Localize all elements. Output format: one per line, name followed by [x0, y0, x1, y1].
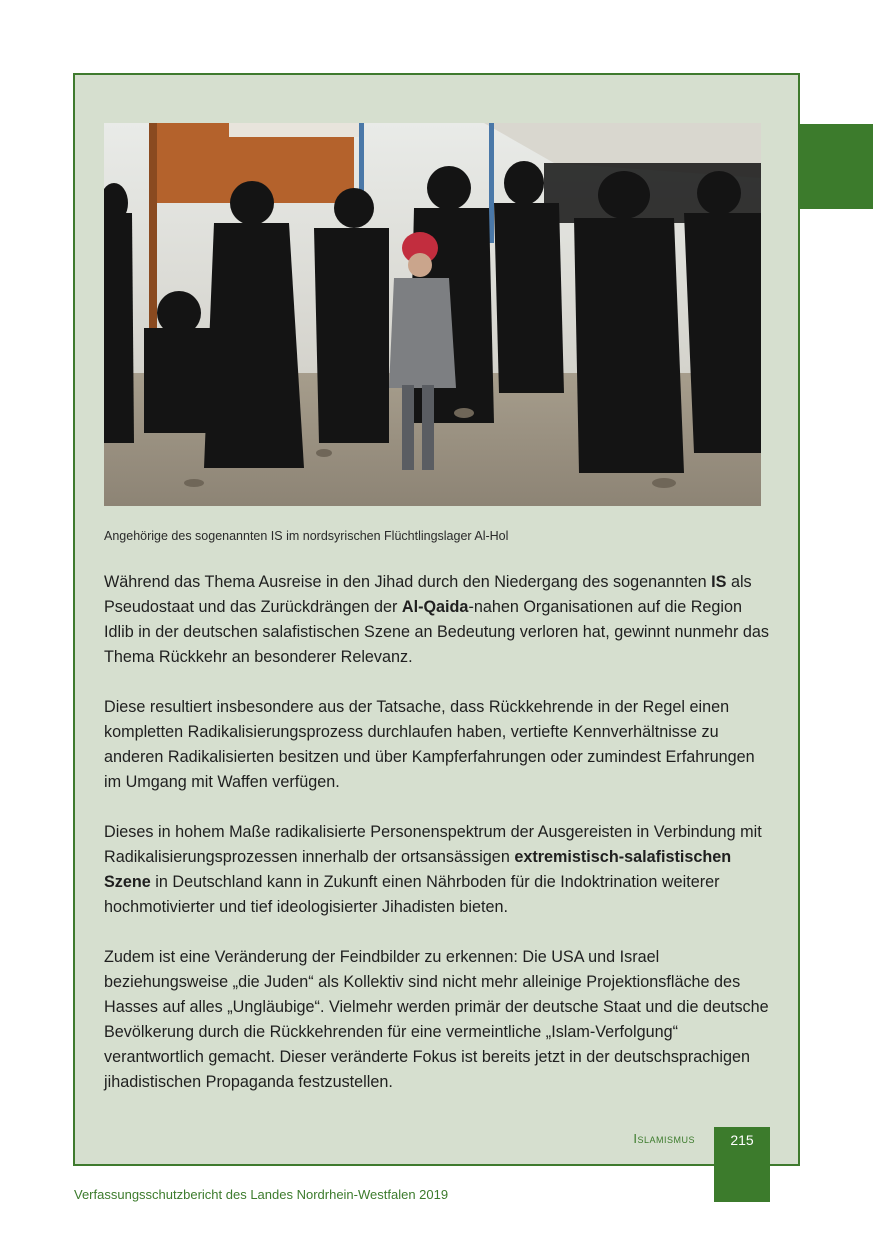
text-run: als Pseudostaat und das Zurückdrängen der [104, 573, 752, 616]
chapter-tab-marker [798, 124, 873, 209]
paragraph-2: Diese resultiert insbesondere aus der Tatsache, dass Rückkehrende in der Regel einen kompletten Radikalisierungsprozess durchlaufen haben, vertiefte Kennverhältnisse zu anderen Radikalisierten besitzen und über Kampferfahrungen oder zumindest Erfahrungen im Umgang mit Waffen verfügen. [104, 698, 755, 791]
footer-title: Verfassungsschutzbericht des Landes Nordrhein-Westfalen 2019 [74, 1187, 449, 1202]
emphasis-scene: extremistisch-salafistischen Szene [104, 848, 732, 891]
text-run: in Deutschland kann in Zukunft einen Nährboden für die Indoktrination weiterer hochmotivierter und tief ideologisierter Jihadisten bieten. [104, 873, 720, 916]
photo-caption: Angehörige des sogenannten IS im nordsyrischen Flüchtlingslager Al-Hol [104, 529, 509, 543]
text-run: Während das Thema Ausreise in den Jihad durch den Niedergang des sogenannten [104, 573, 712, 591]
page-number: 215 [730, 1132, 754, 1148]
emphasis-is: IS [711, 573, 727, 591]
text-run: -nahen Organisationen auf die Region Idlib in der deutschen salafistischen Szene an Bedeutung verloren hat, gewinnt nunmehr das Thema Rückkehr an besonderer Relevanz. [104, 598, 770, 666]
paragraph-3 [104, 820, 776, 920]
body-text [104, 570, 776, 1120]
section-label: Islamismus [633, 1131, 695, 1146]
photo-refugee-camp [104, 123, 761, 506]
page-number-box [714, 1127, 770, 1202]
paragraph-4: Zudem ist eine Veränderung der Feindbilder zu erkennen: Die USA und Israel beziehungsweise „die Juden“ als Kollektiv sind nicht mehr alleinige Projektionsfläche des Hasses auf alles „Ungläubige“. Vielmehr werden primär der deutsche Staat und die deutsche Bevölkerung durch die Rückkehrenden für eine vermeintliche „Islam-Verfolgung“ verantwortlich gemacht. Dieser veränderte Fokus ist bereits jetzt in der deutschsprachigen jihadistischen Propaganda festzustellen. [104, 948, 769, 1091]
emphasis-al-qaida: Al-Qaida [401, 598, 469, 616]
paragraph-1 [104, 570, 776, 670]
text-run: Dieses in hohem Maße radikalisierte Personenspektrum der Ausgereisten in Verbindung mit Radikalisierungsprozessen innerhalb der ortsansässigen [104, 823, 762, 866]
